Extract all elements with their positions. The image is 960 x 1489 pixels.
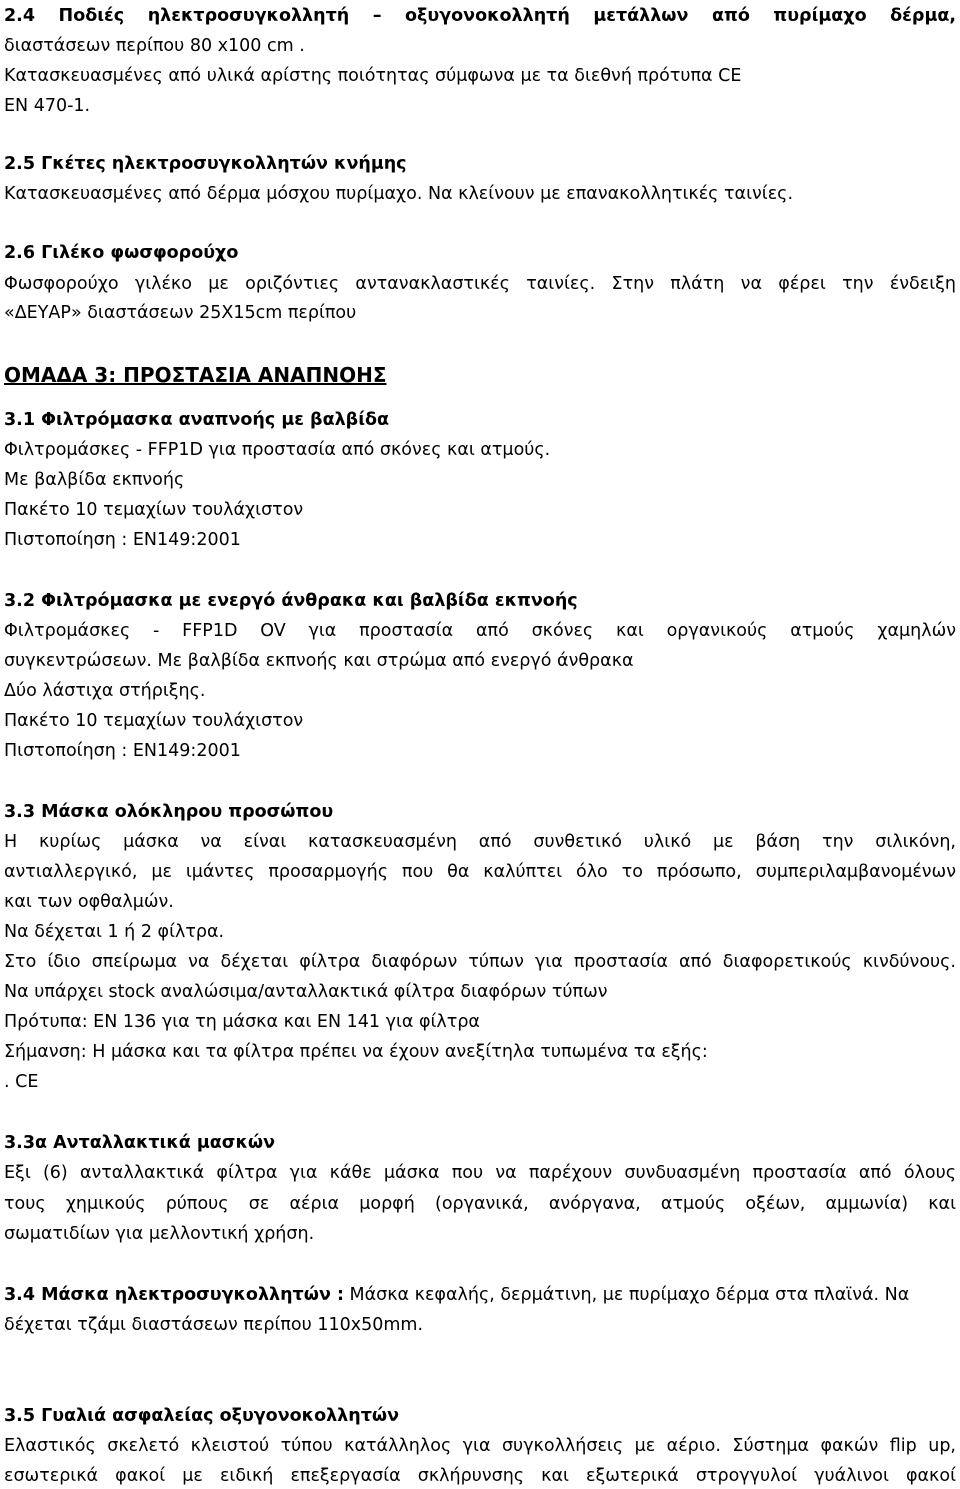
section-3-3-line-9: . CE: [4, 1072, 39, 1092]
section-3-3a-heading: 3.3α Ανταλλακτικά μασκών: [4, 1133, 276, 1153]
section-2-6-heading: 2.6 Γιλέκο φωσφορούχο: [4, 243, 239, 263]
section-3-5-line-2: εσωτερικά φακοί με ειδική επεξεργασία σκλήρυνσης και εξωτερικά στρογγυλοί γυάλινοι φακοί: [4, 1466, 956, 1486]
section-3-1-line-1: Φιλτρομάσκες - FFP1D για προστασία από σκόνες και ατμούς.: [4, 440, 551, 460]
section-3-3-line-1: Η κυρίως μάσκα να είναι κατασκευασμένη από συνθετικό υλικό με βάση την σιλικόνη,: [4, 832, 956, 852]
section-3-1-line-4: Πιστοποίηση : EN149:2001: [4, 530, 241, 550]
section-3-5-heading: 3.5 Γυαλιά ασφαλείας οξυγονοκολλητών: [4, 1406, 400, 1426]
section-3-4-heading: 3.4 Μάσκα ηλεκτροσυγκολλητών :: [4, 1285, 344, 1305]
section-3-3a-line-2: τους χημικούς ρύπους σε αέρια μορφή (οργανικά, ανόργανα, ατμούς οξέων, αμμωνία) και: [4, 1194, 956, 1214]
section-3-2-line-2: συγκεντρώσεων. Με βαλβίδα εκπνοής και στρώμα από ενεργό άνθρακα: [4, 651, 634, 671]
section-3-2-line-4: Πακέτο 10 τεμαχίων τουλάχιστον: [4, 711, 304, 731]
section-2-4-line-3: Κατασκευασμένες από υλικά αρίστης ποιότητας σύμφωνα με τα διεθνή πρότυπα CE: [4, 66, 742, 86]
section-3-3-line-8: Σήμανση: Η μάσκα και τα φίλτρα πρέπει να έχουν ανεξίτηλα τυπωμένα τα εξής:: [4, 1042, 708, 1062]
section-2-4-line-4: EN 470-1.: [4, 96, 91, 116]
section-3-2-line-5: Πιστοποίηση : EN149:2001: [4, 741, 241, 761]
section-3-3-heading: 3.3 Μάσκα ολόκληρου προσώπου: [4, 802, 334, 822]
section-3-2-line-3: Δύο λάστιχα στήριξης.: [4, 681, 206, 701]
section-2-4-heading: 2.4 Ποδιές ηλεκτροσυγκολλητή – οξυγονοκολλητή μετάλλων από πυρίμαχο δέρμα,: [4, 6, 956, 26]
section-3-4-line-1: [4, 1282, 956, 1308]
section-3-3-line-7: Πρότυπα: ΕΝ 136 για τη μάσκα και ΕΝ 141 για φίλτρα: [4, 1012, 480, 1032]
section-2-4-line-2: διαστάσεων περίπου 80 x100 cm .: [4, 36, 305, 56]
section-3-3-line-4: Να δέχεται 1 ή 2 φίλτρα.: [4, 922, 225, 942]
section-3-1-line-2: Με βαλβίδα εκπνοής: [4, 470, 185, 490]
section-2-6-line-2: «ΔΕΥΑΡ» διαστάσεων 25Χ15cm περίπου: [4, 303, 357, 323]
section-3-2-line-1: Φιλτρομάσκες - FFP1D OV για προστασία από σκόνες και οργανικούς ατμούς χαμηλών: [4, 621, 956, 641]
section-3-3-line-2: αντιαλλεργικό, με ιμάντες προσαρμογής που θα καλύπτει όλο το πρόσωπο, συμπεριλαμβανομένων: [4, 862, 956, 882]
section-3-4-line-1-rest: Μάσκα κεφαλής, δερμάτινη, με πυρίμαχο δέρμα στα πλαϊνά. Να: [343, 1285, 910, 1305]
section-3-4-line-2: δέχεται τζάμι διαστάσεων περίπου 110x50mm.: [4, 1315, 424, 1335]
section-3-5-line-1: Ελαστικός σκελετό κλειστού τύπου κατάλληλος για συγκολλήσεις με αέριο. Σύστημα φακών flip up,: [4, 1436, 956, 1456]
group-3-title: ΟΜΑΔΑ 3: ΠΡΟΣΤΑΣΙΑ ΑΝΑΠΝΟΗΣ: [4, 363, 387, 387]
section-2-6-line-1: Φωσφορούχο γιλέκο με οριζόντιες αντανακλαστικές ταινίες. Στην πλάτη να φέρει την ένδειξη: [4, 274, 956, 294]
section-3-1-heading: 3.1 Φιλτρόμασκα αναπνοής με βαλβίδα: [4, 410, 390, 430]
section-2-5-heading: 2.5 Γκέτες ηλεκτροσυγκολλητών κνήμης: [4, 154, 407, 174]
section-3-3a-line-1: Εξι (6) ανταλλακτικά φίλτρα για κάθε μάσκα που να παρέχουν συνδυασμένη προστασία από όλους: [4, 1163, 956, 1183]
section-3-2-heading: 3.2 Φιλτρόμασκα με ενεργό άνθρακα και βαλβίδα εκπνοής: [4, 591, 578, 611]
section-3-1-line-3: Πακέτο 10 τεμαχίων τουλάχιστον: [4, 500, 304, 520]
document-page: [4, 0, 956, 1489]
section-3-3-line-5: Στο ίδιο σπείρωμα να δέχεται φίλτρα διαφόρων τύπων για προστασία από διαφορετικούς κινδύνους.: [4, 952, 956, 972]
section-3-3a-line-3: σωματιδίων για μελλοντική χρήση.: [4, 1224, 315, 1244]
section-3-3-line-6: Να υπάρχει stock αναλώσιμα/ανταλλακτικά φίλτρα διαφόρων τύπων: [4, 982, 608, 1002]
section-3-3-line-3: και των οφθαλμών.: [4, 892, 174, 912]
section-2-5-line-1: Κατασκευασμένες από δέρμα μόσχου πυρίμαχο. Να κλείνουν με επανακολλητικές ταινίες.: [4, 184, 794, 204]
